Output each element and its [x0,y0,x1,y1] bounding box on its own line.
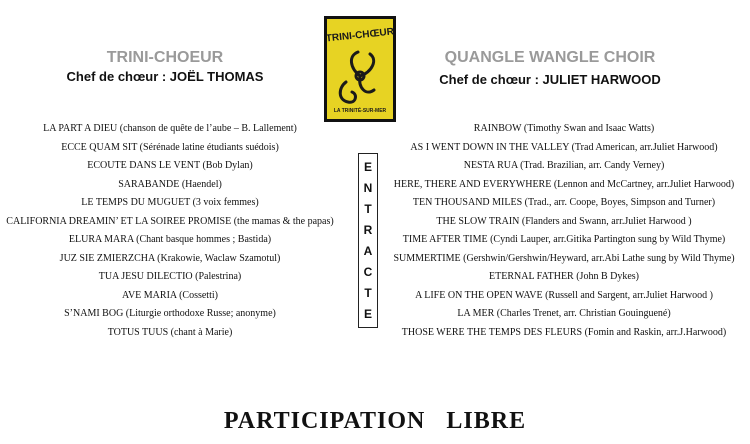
program-item: ETERNAL FATHER (John B Dykes) [489,271,639,282]
intermission-letter: T [364,286,372,301]
program-item: SUMMERTIME (Gershwin/Gershwin/Heyward, arr.Abi Lathe sung by Wild Thyme) [393,252,735,264]
program-item: AVE MARIA (Cossetti) [122,289,218,301]
trini-choeur-logo [324,16,396,122]
program-item: TUA JESU DILECTIO (Palestrina) [98,271,242,282]
program-item: ECOUTE DANS LE VENT (Bob Dylan) [87,160,253,171]
program-item: A LIFE ON THE OPEN WAVE (Russell and Sargent, arr.Juliet Harwood ) [415,289,713,301]
program-item: ECCE QUAM SIT (Sérénade latine étudiants suédois) [61,141,279,153]
right-program-list [378,120,750,342]
right-choir-name: QUANGLE WANGLE CHOIR [444,49,656,66]
intermission-letter: E [363,159,372,174]
intermission-letter: R [363,222,373,237]
left-choir-name: TRINI-CHOEUR [106,49,224,66]
program-item: S’NAMI BOG (Liturgie orthodoxe Russe; anonyme) [64,308,276,319]
right-choir-director: Chef de chœur : JULIET HARWOOD [439,72,661,87]
left-program-list [0,120,340,342]
program-item: HERE, THERE AND EVERYWHERE (Lennon and McCartney, arr.Juliet Harwood) [393,178,735,190]
program-item: TIME AFTER TIME (Cyndi Lauper, arr.Gitika Partington sung by Wild Thyme) [402,234,726,245]
program-item: RAINBOW (Timothy Swan and Isaac Watts) [473,123,655,134]
intermission-box [358,153,378,328]
program-item: THE SLOW TRAIN (Flanders and Swann, arr.Juliet Harwood ) [436,215,692,227]
program-item: JUZ SIE ZMIERZCHA (Krakowie, Waclaw Szamotul) [59,252,281,264]
logo-title-text: TRINI-CHŒUR [325,26,395,45]
program-item: LA PART A DIEU (chanson de quête de l’aube – B. Lallement) [43,123,297,134]
logo-subtitle-text: LA TRINITÉ-SUR-MER [333,108,387,114]
program-item: LA MER (Charles Trenet, arr. Christian Gouinguené) [457,308,671,319]
program-item: NESTA RUA (Trad. Brazilian, arr. Candy Verney) [463,160,665,171]
program-item: AS I WENT DOWN IN THE VALLEY (Trad American, arr.Juliet Harwood) [410,141,718,153]
program-item: THOSE WERE THE TEMPS DES FLEURS (Fomin and Raskin, arr.J.Harwood) [401,326,727,338]
intermission-letter: T [364,201,372,216]
logo-image [324,16,396,122]
program-item: LE TEMPS DU MUGUET (3 voix femmes) [81,197,259,208]
free-admission-text: PARTICIPATION LIBRE [223,408,527,434]
intermission-letter: A [363,244,373,259]
program-item: TEN THOUSAND MILES (Trad., arr. Coope, Boyes, Simpson and Turner) [412,197,716,208]
intermission-letter: N [363,180,373,195]
left-choir-director: Chef de chœur : JOËL THOMAS [66,69,264,84]
program-item: TOTUS TUUS (chant à Marie) [107,326,233,338]
intermission-letter: C [363,265,373,280]
program-item: SARABANDE (Haendel) [118,178,222,190]
program-item: CALIFORNIA DREAMIN’ ET LA SOIREE PROMISE (the mamas & the papas) [6,215,334,227]
intermission-letter: E [363,307,372,322]
program-item: ELURA MARA (Chant basque hommes ; Bastida) [68,234,272,245]
